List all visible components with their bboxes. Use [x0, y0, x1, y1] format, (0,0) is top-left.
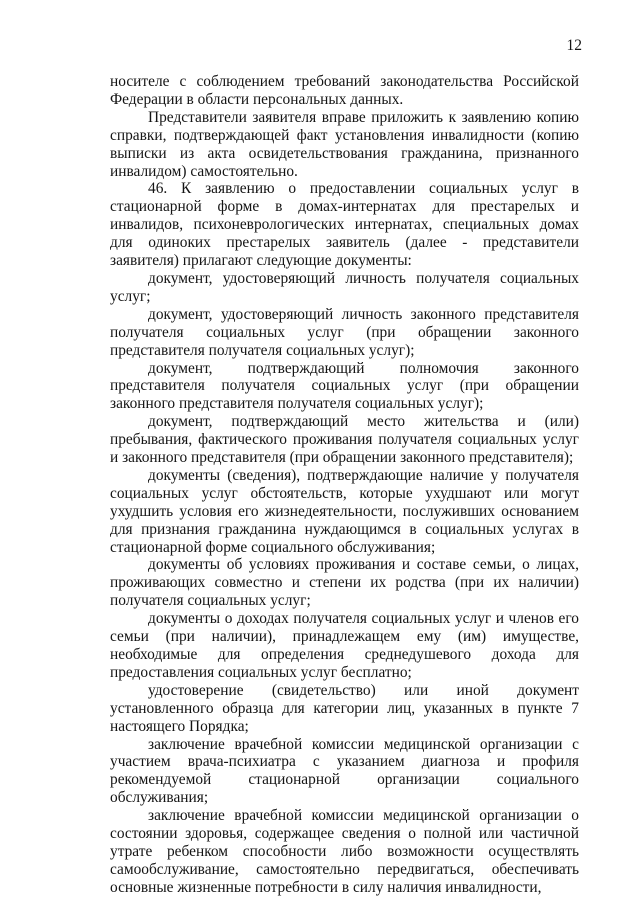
document-list-item: документы о доходах получателя социальных услуг и членов его семьи (при наличии), принадлежащем ему (им) имуществе, необходимые для определения среднедушевого дохода для предоставления социальных услуг бесплатно; [110, 610, 579, 681]
paragraph-continuation: носителе с соблюдением требований законодательства Российской Федерации в области персональных данных. [110, 73, 579, 108]
paragraph-item-46: 46. К заявлению о предоставлении социальных услуг в стационарной форме в домах-интернатах для престарелых и инвалидов, психоневрологических интернатах, специальных домах для одиноких престарелых заявитель (далее - представители заявителя) прилагают следующие документы: [110, 180, 579, 270]
paragraph-representatives-note: Представители заявителя вправе приложить к заявлению копию справки, подтверждающей факт установления инвалидности (копию выписки из акта освидетельствования гражданина, признанного инвалидом) самостоятельно. [110, 108, 579, 180]
document-list-item: документы об условиях проживания и составе семьи, о лицах, проживающих совместно и степени их родства (при их наличии) получателя социальных услуг; [110, 556, 579, 610]
document-list-item: документ, удостоверяющий личность законного представителя получателя социальных услуг (при обращении законного представителя получателя социальных услуг); [110, 305, 579, 359]
document-list-item: документ, подтверждающий место жительства и (или) пребывания, фактического проживания получателя социальных услуг и законного представителя (при обращении законного представителя); [110, 413, 579, 467]
document-list-item: заключение врачебной комиссии медицинской организации о состоянии здоровья, содержащее сведения о полной или частичной утрате ребенком способности либо возможности осуществлять самообслуживание, самостоятельно передвигаться, обеспечивать основные жизненные потребности в силу наличия инвалидности, [110, 807, 579, 896]
document-list-item: удостоверение (свидетельство) или иной документ установленного образца для категории лиц, указанных в пункте 7 настоящего Порядка; [110, 681, 579, 735]
document-list-item: заключение врачебной комиссии медицинской организации с участием врача-психиатра с указанием диагноза и профиля рекомендуемой стационарной организации социального обслуживания; [110, 735, 579, 807]
document-list-item: документы (сведения), подтверждающие наличие у получателя социальных услуг обстоятельств, которые ухудшают или могут ухудшить условия его жизнедеятельности, послуживших основанием для признания гражданина нуждающимся в социальных услугах в стационарной форме социального обслуживания; [110, 466, 579, 556]
document-list-item: документ, подтверждающий полномочия законного представителя получателя социальных услуг (при обращении законного представителя получателя социальных услуг); [110, 359, 579, 413]
document-body [110, 73, 579, 897]
document-list-item: документ, удостоверяющий личность получателя социальных услуг; [110, 269, 579, 305]
page-number: 12 [566, 37, 582, 54]
